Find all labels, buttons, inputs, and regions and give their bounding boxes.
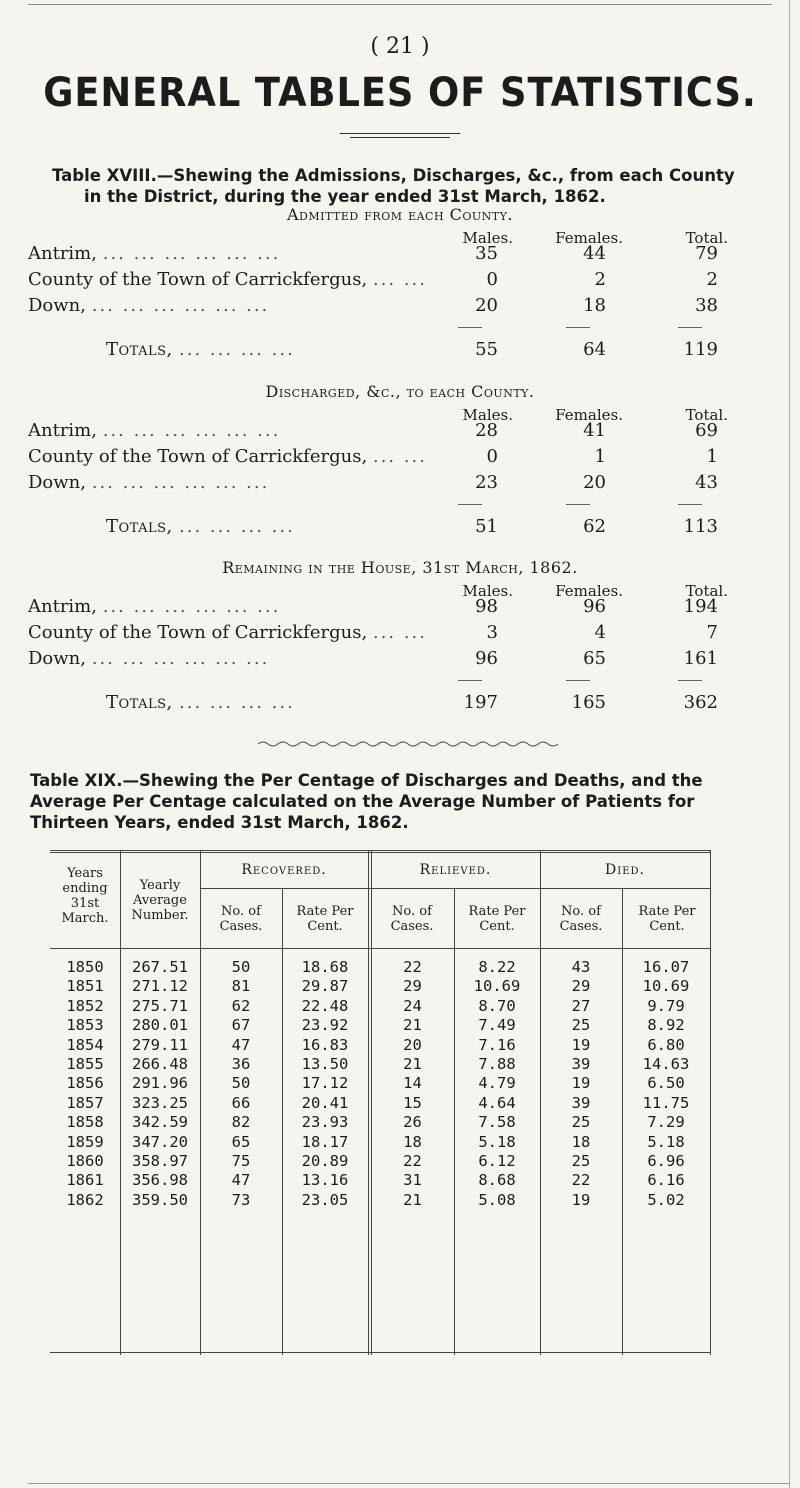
cell-females: 64	[583, 339, 606, 360]
cell-recovered-cases: 75	[231, 1152, 251, 1170]
cell-relieved-rate: 5.08	[478, 1190, 516, 1209]
cell-recovered-cases: 50	[231, 1074, 251, 1093]
cell-relieved-cases: 20	[403, 1035, 422, 1054]
cell-year: 1860	[66, 1152, 104, 1170]
cell-relieved-rate: 4.64	[478, 1093, 516, 1112]
wavy-separator	[258, 740, 558, 748]
cell-died-cases: 39	[571, 1055, 591, 1073]
row-label	[28, 420, 280, 441]
cell-year: 1854	[66, 1035, 104, 1054]
cell-females: 20	[583, 472, 606, 493]
title-rule	[340, 133, 460, 134]
cell-females: 165	[571, 692, 606, 713]
cell-relieved-rate: 4.79	[478, 1074, 516, 1093]
leader-dots: ... ... ... ... ... ...	[91, 472, 270, 493]
county-row	[28, 295, 748, 321]
cell-females: 4	[594, 622, 606, 643]
cell-died-cases: 25	[571, 1113, 591, 1132]
cell-total: 7	[706, 622, 718, 643]
cell-males: 96	[475, 648, 498, 669]
header-recovered: Recovered.	[241, 862, 327, 878]
cell-recovered-cases: 67	[231, 1016, 251, 1035]
cell-died-rate: 7.29	[647, 1113, 685, 1132]
cell-recovered-rate: 29.87	[301, 977, 349, 996]
cell-recovered-rate: 20.89	[301, 1152, 349, 1170]
page-title: GENERAL TABLES OF STATISTICS.	[43, 70, 757, 116]
cell-year: 1861	[66, 1171, 104, 1190]
row-label	[28, 446, 427, 467]
row-label	[28, 596, 280, 617]
cell-year: 1862	[66, 1190, 104, 1209]
table-row	[50, 1016, 710, 1035]
sum-rule	[458, 504, 482, 505]
row-label-text: County of the Town of Carrickfergus,	[28, 446, 368, 467]
table19-caption-line3: Thirteen Years, ended 31st March, 1862.	[30, 813, 409, 832]
cell-year: 1850	[66, 958, 104, 976]
cell-year: 1853	[66, 1016, 104, 1035]
cell-males: 28	[475, 420, 498, 441]
table19-bottom-rule	[50, 1352, 710, 1353]
header-males: Males.	[462, 582, 513, 600]
totals-row	[28, 339, 748, 365]
table-row	[50, 1152, 710, 1171]
cell-average: 359.50	[132, 1190, 188, 1209]
cell-died-rate: 5.02	[647, 1190, 685, 1209]
header-died-rate: Rate Per Cent.	[638, 904, 696, 934]
cell-total: 161	[683, 648, 718, 669]
cell-recovered-cases: 50	[231, 958, 251, 976]
table18-caption-line2: in the District, during the year ended 31st March, 1862.	[84, 187, 606, 206]
row-label-text: Down,	[28, 295, 86, 316]
cell-recovered-cases: 47	[231, 1171, 251, 1190]
cell-females: 65	[583, 648, 606, 669]
header-females: Females.	[555, 582, 623, 600]
sum-rule	[678, 504, 702, 505]
cell-average: 358.97	[132, 1152, 188, 1170]
table19	[50, 850, 710, 1355]
table-row	[50, 1171, 710, 1190]
table-row	[50, 1055, 710, 1074]
cell-average: 280.01	[132, 1016, 188, 1035]
leader-dots: ... ...	[372, 622, 427, 643]
cell-died-rate: 5.18	[647, 1132, 685, 1151]
cell-recovered-rate: 23.93	[301, 1113, 349, 1132]
leader-dots: ... ... ... ... ... ...	[91, 295, 270, 316]
cell-males: 55	[475, 339, 498, 360]
leader-dots: ... ...	[372, 269, 427, 290]
row-label-text: County of the Town of Carrickfergus,	[28, 269, 368, 290]
cell-males: 20	[475, 295, 498, 316]
header-died-cases: No. of Cases.	[559, 904, 603, 934]
row-label	[28, 622, 427, 643]
table19-caption-line1: Table XIX.—Shewing the Per Centage of Discharges and Deaths, and the	[30, 771, 703, 790]
cell-relieved-cases: 29	[403, 977, 422, 996]
cell-died-cases: 25	[571, 1152, 591, 1170]
cell-year: 1859	[66, 1132, 104, 1151]
leader-dots: ... ... ... ...	[179, 339, 295, 360]
cell-males: 51	[475, 516, 498, 537]
row-label-text: County of the Town of Carrickfergus,	[28, 622, 368, 643]
table-row	[50, 1036, 710, 1055]
header-relieved-cases: No. of Cases.	[390, 904, 434, 934]
cell-recovered-cases: 73	[231, 1190, 251, 1209]
header-total: Total.	[685, 406, 728, 424]
cell-recovered-cases: 47	[231, 1035, 251, 1054]
cell-females: 2	[594, 269, 606, 290]
cell-died-cases: 39	[571, 1093, 591, 1112]
cell-recovered-cases: 62	[231, 996, 251, 1015]
cell-average: 291.96	[132, 1074, 188, 1093]
table-row	[50, 958, 710, 977]
table19-caption-line2: Average Per Centage calculated on the Average Number of Patients for	[30, 792, 695, 811]
cell-relieved-rate: 5.18	[478, 1132, 516, 1151]
cell-relieved-rate: 7.16	[478, 1035, 516, 1054]
row-label	[28, 269, 427, 290]
cell-died-cases: 19	[571, 1035, 591, 1054]
cell-females: 62	[583, 516, 606, 537]
cell-died-rate: 14.63	[642, 1055, 690, 1073]
sum-rule	[566, 327, 590, 328]
leader-dots: ... ... ... ... ... ...	[102, 420, 281, 441]
cell-recovered-cases: 82	[231, 1113, 251, 1132]
table18-caption-line1: Table XVIII.—Shewing the Admissions, Discharges, &c., from each County	[52, 166, 735, 185]
cell-died-rate: 6.50	[647, 1074, 685, 1093]
sum-rule	[566, 504, 590, 505]
section-heading: Admitted from each County.	[287, 205, 513, 224]
cell-relieved-cases: 14	[403, 1074, 422, 1093]
cell-relieved-cases: 21	[403, 1190, 422, 1209]
cell-recovered-cases: 66	[231, 1093, 251, 1112]
cell-males: 23	[475, 472, 498, 493]
cell-relieved-rate: 8.22	[478, 958, 516, 976]
header-died: Died.	[605, 862, 645, 878]
sum-rule	[678, 327, 702, 328]
county-row	[28, 243, 748, 269]
cell-died-cases: 19	[571, 1190, 591, 1209]
header-recovered-rate: Rate Per Cent.	[296, 904, 354, 934]
cell-total: 69	[695, 420, 718, 441]
row-label-text: Totals,	[106, 339, 173, 360]
leader-dots: ... ... ... ... ... ...	[102, 243, 281, 264]
cell-died-rate: 8.92	[647, 1016, 685, 1035]
cell-recovered-rate: 23.92	[301, 1016, 349, 1035]
cell-total: 362	[683, 692, 718, 713]
county-row	[28, 269, 748, 295]
cell-died-rate: 16.07	[642, 958, 690, 976]
header-males: Males.	[462, 229, 513, 247]
header-bottom-rule	[50, 948, 710, 949]
leader-dots: ... ... ... ... ... ...	[102, 596, 281, 617]
cell-relieved-rate: 6.12	[478, 1152, 516, 1170]
cell-average: 279.11	[132, 1035, 188, 1054]
cell-recovered-cases: 65	[231, 1132, 251, 1151]
cell-total: 194	[683, 596, 718, 617]
cell-died-rate: 9.79	[647, 996, 685, 1015]
cell-died-cases: 22	[571, 1171, 591, 1190]
cell-relieved-cases: 22	[403, 958, 422, 976]
cell-average: 275.71	[132, 996, 188, 1015]
cell-average: 323.25	[132, 1093, 188, 1112]
cell-died-rate: 11.75	[642, 1093, 690, 1112]
cell-recovered-rate: 17.12	[301, 1074, 349, 1093]
table-row	[50, 1094, 710, 1113]
table-row	[50, 1074, 710, 1093]
cell-average: 356.98	[132, 1171, 188, 1190]
cell-recovered-rate: 13.50	[301, 1055, 349, 1073]
table18-caption	[52, 165, 752, 207]
cell-recovered-cases: 81	[231, 977, 251, 996]
cell-recovered-rate: 22.48	[301, 996, 349, 1015]
sum-rule	[566, 680, 590, 681]
table-row	[50, 1133, 710, 1152]
county-row	[28, 648, 748, 674]
leader-dots: ... ... ... ... ... ...	[91, 648, 270, 669]
cell-died-cases: 27	[571, 996, 591, 1015]
row-label-text: Antrim,	[28, 243, 97, 264]
table-row	[50, 997, 710, 1016]
row-label	[28, 295, 269, 316]
cell-recovered-rate: 23.05	[301, 1190, 349, 1209]
cell-total: 43	[695, 472, 718, 493]
cell-average: 271.12	[132, 977, 188, 996]
leader-dots: ... ... ... ...	[179, 692, 295, 713]
header-relieved: Relieved.	[419, 862, 492, 878]
page-bottom-rule	[28, 1483, 790, 1484]
cell-total: 113	[683, 516, 718, 537]
cell-males: 3	[486, 622, 498, 643]
row-label	[28, 472, 269, 493]
cell-relieved-rate: 7.58	[478, 1113, 516, 1132]
row-label	[106, 339, 295, 360]
cell-died-cases: 25	[571, 1016, 591, 1035]
header-relieved-rate: Rate Per Cent.	[468, 904, 526, 934]
cell-recovered-rate: 20.41	[301, 1093, 349, 1112]
county-row	[28, 472, 748, 498]
header-total: Total.	[685, 229, 728, 247]
cell-average: 342.59	[132, 1113, 188, 1132]
county-row	[28, 420, 748, 446]
group-header-rule	[200, 888, 710, 889]
cell-recovered-rate: 16.83	[301, 1035, 349, 1054]
row-label-text: Antrim,	[28, 420, 97, 441]
header-females: Females.	[555, 229, 623, 247]
section-heading: Discharged, &c., to each County.	[265, 382, 535, 401]
cell-year: 1856	[66, 1074, 104, 1093]
cell-died-cases: 18	[571, 1132, 591, 1151]
cell-females: 96	[583, 596, 606, 617]
cell-males: 98	[475, 596, 498, 617]
col-divider	[710, 850, 711, 1355]
totals-row	[28, 692, 748, 718]
header-years: Years ending 31st March.	[61, 866, 109, 926]
cell-females: 18	[583, 295, 606, 316]
page-top-rule	[28, 4, 772, 5]
cell-relieved-rate: 10.69	[473, 977, 521, 996]
cell-relieved-cases: 18	[403, 1132, 422, 1151]
cell-relieved-cases: 24	[403, 996, 422, 1015]
cell-year: 1851	[66, 977, 104, 996]
table-row	[50, 1113, 710, 1132]
cell-died-cases: 29	[571, 977, 591, 996]
sum-rule	[458, 327, 482, 328]
cell-relieved-cases: 21	[403, 1016, 422, 1035]
cell-recovered-rate: 13.16	[301, 1171, 349, 1190]
cell-relieved-cases: 22	[403, 1152, 422, 1170]
row-label	[106, 516, 295, 537]
cell-total: 79	[695, 243, 718, 264]
cell-males: 0	[486, 446, 498, 467]
header-average: Yearly Average Number.	[131, 878, 189, 923]
cell-average: 347.20	[132, 1132, 188, 1151]
row-label	[28, 243, 280, 264]
county-row	[28, 596, 748, 622]
cell-total: 1	[706, 446, 718, 467]
title-rule-2	[350, 137, 450, 138]
cell-died-rate: 6.80	[647, 1035, 685, 1054]
leader-dots: ... ...	[372, 446, 427, 467]
cell-total: 2	[706, 269, 718, 290]
row-label-text: Down,	[28, 472, 86, 493]
sum-rule	[458, 680, 482, 681]
cell-total: 119	[683, 339, 718, 360]
totals-row	[28, 516, 748, 542]
row-label	[106, 692, 295, 713]
table19-top-rule-2	[50, 852, 710, 853]
cell-total: 38	[695, 295, 718, 316]
cell-average: 266.48	[132, 1055, 188, 1073]
header-females: Females.	[555, 406, 623, 424]
page-number: ( 21 )	[370, 34, 430, 59]
cell-relieved-rate: 8.70	[478, 996, 516, 1015]
cell-died-rate: 10.69	[642, 977, 690, 996]
table19-top-rule	[50, 850, 710, 851]
section-heading: Remaining in the House, 31st March, 1862.	[222, 558, 578, 577]
cell-males: 197	[463, 692, 498, 713]
cell-females: 44	[583, 243, 606, 264]
cell-females: 41	[583, 420, 606, 441]
row-label	[28, 648, 269, 669]
cell-relieved-cases: 15	[403, 1093, 422, 1112]
header-males: Males.	[462, 406, 513, 424]
cell-year: 1858	[66, 1113, 104, 1132]
row-label-text: Totals,	[106, 516, 173, 537]
cell-males: 35	[475, 243, 498, 264]
cell-relieved-cases: 26	[403, 1113, 422, 1132]
cell-relieved-rate: 7.49	[478, 1016, 516, 1035]
cell-females: 1	[594, 446, 606, 467]
cell-died-cases: 19	[571, 1074, 591, 1093]
cell-relieved-rate: 8.68	[478, 1171, 516, 1190]
table19-caption	[30, 770, 780, 833]
row-label-text: Down,	[28, 648, 86, 669]
cell-relieved-cases: 21	[403, 1055, 422, 1073]
county-row	[28, 622, 748, 648]
cell-males: 0	[486, 269, 498, 290]
county-row	[28, 446, 748, 472]
cell-recovered-rate: 18.17	[301, 1132, 349, 1151]
table-row	[50, 1191, 710, 1210]
cell-average: 267.51	[132, 958, 188, 976]
header-recovered-cases: No. of Cases.	[219, 904, 263, 934]
cell-recovered-cases: 36	[231, 1055, 251, 1073]
table-row	[50, 977, 710, 996]
cell-year: 1852	[66, 996, 104, 1015]
header-total: Total.	[685, 582, 728, 600]
sum-rule	[678, 680, 702, 681]
cell-recovered-rate: 18.68	[301, 958, 349, 976]
cell-died-cases: 43	[571, 958, 591, 976]
cell-died-rate: 6.96	[647, 1152, 685, 1170]
cell-year: 1857	[66, 1093, 104, 1112]
cell-died-rate: 6.16	[647, 1171, 685, 1190]
cell-relieved-cases: 31	[403, 1171, 422, 1190]
cell-relieved-rate: 7.88	[478, 1055, 516, 1073]
leader-dots: ... ... ... ...	[179, 516, 295, 537]
row-label-text: Antrim,	[28, 596, 97, 617]
row-label-text: Totals,	[106, 692, 173, 713]
cell-year: 1855	[66, 1055, 104, 1073]
